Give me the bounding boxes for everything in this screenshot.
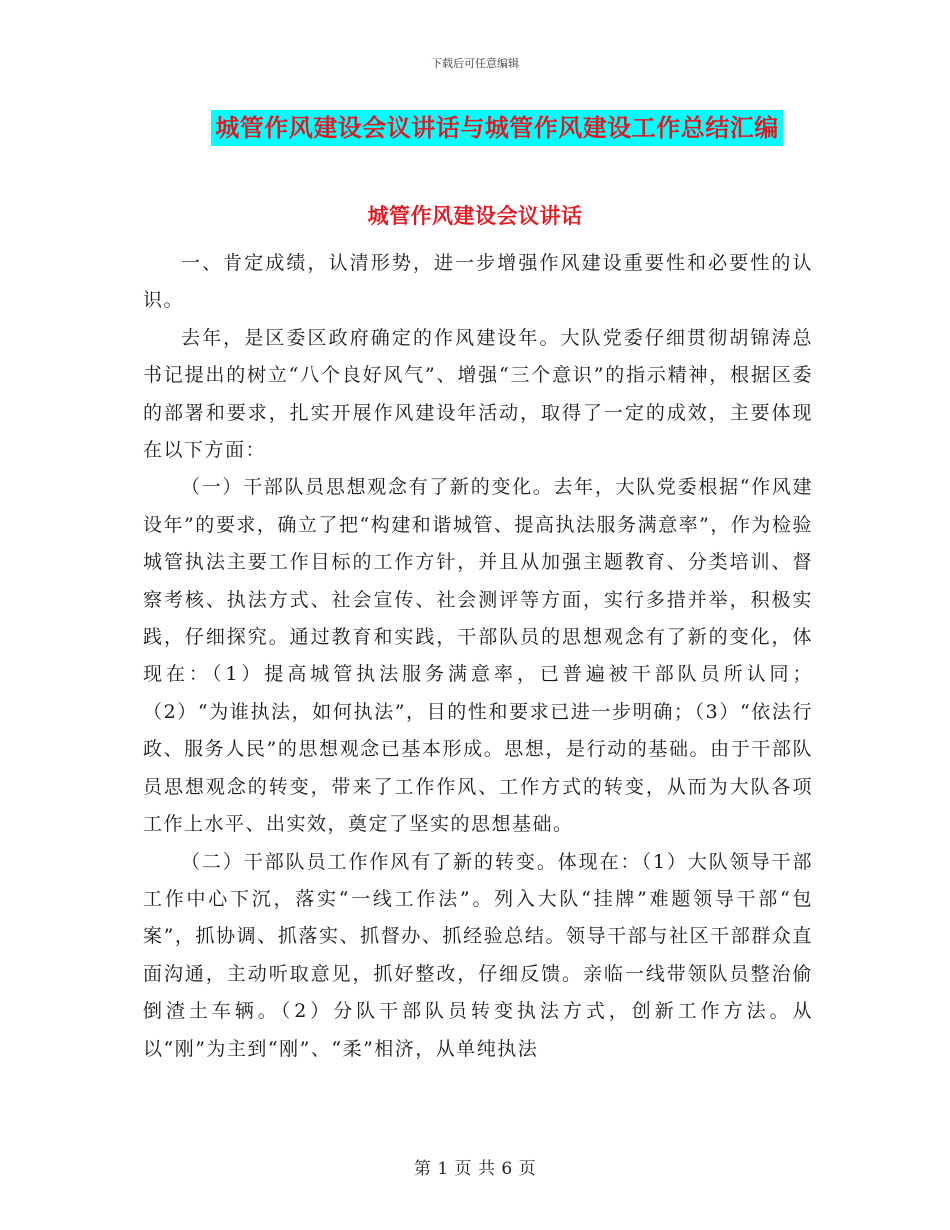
paragraph: （一）干部队员思想观念有了新的变化。去年，大队党委根据“作风建设年”的要求，确立了把“构建和谐城管、提高执法服务满意率”，作为检验城管执法主要工作目标的工作方针，并且从加强主题教育、分类培训、督察考核、执法方式、社会宣传、社会测评等方面，实行多措并举，积极实践，仔细探究。通过教育和实践，干部队员的思想观念有了新的变化，体现在：（1）提高城管执法服务满意率，已普遍被干部队员所认同；（2）“为谁执法，如何执法”，目的性和要求已进一步明确；（3）“依法行政、服务人民”的思想观念已基本形成。思想，是行动的基础。由于干部队员思想观念的转变，带来了工作作风、工作方式的转变，从而为大队各项工作上水平、出实效，奠定了坚实的思想基础。 xyxy=(143,476,813,836)
section-title: 城管作风建设会议讲话 xyxy=(367,204,583,228)
main-title-container xyxy=(0,110,950,146)
paragraph: 去年，是区委区政府确定的作风建设年。大队党委仔细贯彻胡锦涛总书记提出的树立“八个良好风气”、增强“三个意识”的指示精神，根据区委的部署和要求，扎实开展作风建设年活动，取得了一定的成效，主要体现在以下方面： xyxy=(143,326,813,462)
page-footer: 第 1 页 共 6 页 xyxy=(413,1159,537,1179)
main-title: 城管作风建设会议讲话与城管作风建设工作总结汇编 xyxy=(211,110,783,146)
document-body xyxy=(143,245,813,1068)
header-note: 下载后可任意编辑 xyxy=(431,57,519,70)
paragraph: 一、肯定成绩，认清形势，进一步增强作风建设重要性和必要性的认识。 xyxy=(143,252,813,312)
paragraph: （二）干部队员工作作风有了新的转变。体现在：（1）大队领导干部工作中心下沉，落实“一线工作法”。列入大队“挂牌”难题领导干部“包案”，抓协调、抓落实、抓督办、抓经验总结。领导干部与社区干部群众直面沟通，主动听取意见，抓好整改，仔细反馈。亲临一线带领队员整治偷倒渣土车辆。（2）分队干部队员转变执法方式，创新工作方法。从以“刚”为主到“刚”、“柔”相济，从单纯执法 xyxy=(143,850,813,1060)
